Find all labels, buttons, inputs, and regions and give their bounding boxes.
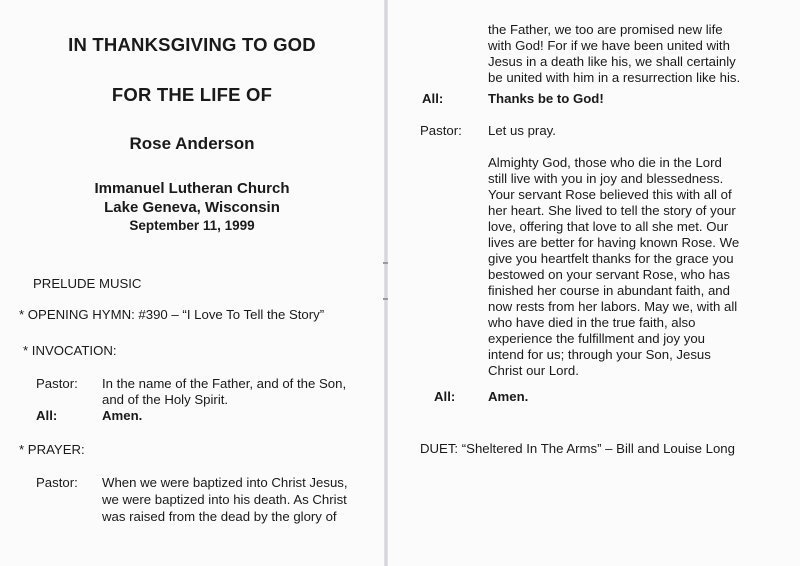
church-name: Immanuel Lutheran Church <box>94 180 290 197</box>
continued-text-line: be united with him in a resurrection like his. <box>488 70 741 85</box>
prayer-text-line: lives are better for having known Rose. We <box>488 235 740 250</box>
invocation-all-label: All: <box>36 408 58 423</box>
all-response-text: Thanks be to God! <box>488 91 604 106</box>
invocation-pastor-label: Pastor: <box>36 376 78 391</box>
prelude-music: PRELUDE MUSIC <box>33 276 142 291</box>
title-line-2: FOR THE LIFE OF <box>111 84 273 105</box>
prayer-text-line: Almighty God, those who die in the Lord <box>488 155 722 170</box>
prayer-text-line: Your servant Rose believed this with all of <box>488 187 732 202</box>
all-response-label: All: <box>422 91 444 106</box>
continued-text-line: Jesus in a death like his, we shall certainly <box>488 54 736 69</box>
continued-text-line: the Father, we too are promised new life <box>488 22 723 37</box>
all-response-label: All: <box>434 389 456 404</box>
prayer-text-line: now rests from her labors. May we, with all <box>488 299 738 314</box>
prayer-text-line: When we were baptized into Christ Jesus, <box>102 475 348 490</box>
left-page <box>0 0 384 566</box>
church-location: Lake Geneva, Wisconsin <box>104 199 280 216</box>
prayer-text-line: love, offering that love to all she met. Our <box>488 219 729 234</box>
prayer-text-line: still live with you in joy and blessedness. <box>488 171 724 186</box>
prayer-text-line: give you heartfelt thanks for the grace you <box>488 251 734 266</box>
prayer-text-line: intend for us; through your Son, Jesus <box>488 347 711 362</box>
right-page <box>388 0 800 566</box>
pastor-label: Pastor: <box>420 123 462 138</box>
prayer-pastor-label: Pastor: <box>36 475 78 490</box>
title-line-1: IN THANKSGIVING TO GOD <box>68 34 316 55</box>
prayer-heading: * PRAYER: <box>19 442 85 457</box>
prayer-text-line: Christ our Lord. <box>488 363 579 378</box>
deceased-name: Rose Anderson <box>129 134 255 153</box>
pastor-text: Let us pray. <box>488 123 556 138</box>
invocation-pastor-line: and of the Holy Spirit. <box>102 392 229 407</box>
invocation-pastor-line: In the name of the Father, and of the Son, <box>102 376 347 391</box>
prayer-text-line: finished her course in abundant faith, and <box>488 283 730 298</box>
prayer-text-line: experience the fulfillment and joy you <box>488 331 705 346</box>
continued-text-line: with God! For if we have been united with <box>488 38 730 53</box>
prayer-text-line: her heart. She lived to tell the story of your <box>488 203 736 218</box>
prayer-text-line: we were baptized into his death. As Christ <box>102 492 347 507</box>
prayer-text-line: who have died in the true faith, also <box>488 315 696 330</box>
service-date: September 11, 1999 <box>129 218 255 233</box>
duet-line: DUET: “Sheltered In The Arms” – Bill and Louise Long <box>420 441 735 456</box>
invocation-all-response: Amen. <box>102 408 143 423</box>
prayer-text-line: bestowed on your servant Rose, who has <box>488 267 730 282</box>
prayer-text-line: was raised from the dead by the glory of <box>102 509 337 524</box>
opening-hymn: * OPENING HYMN: #390 – “I Love To Tell the Story” <box>19 307 325 322</box>
invocation-heading: * INVOCATION: <box>23 343 117 358</box>
all-response-text: Amen. <box>488 389 529 404</box>
